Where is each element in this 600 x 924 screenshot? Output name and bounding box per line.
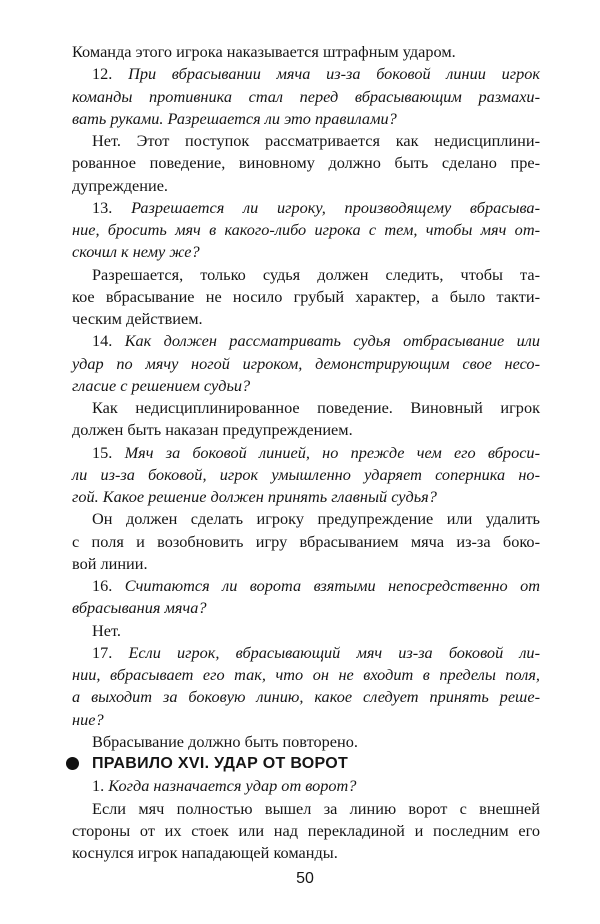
- text-line: [72, 775, 540, 797]
- text-line: [72, 486, 540, 508]
- text-line: [72, 642, 540, 664]
- line-text: гой. Какое решение должен принять главный судья?: [72, 487, 437, 506]
- line-text: Команда этого игрока наказывается штрафным ударом.: [72, 42, 456, 61]
- line-text: При вбрасывании мяча из-за боковой линии игрок: [128, 64, 540, 84]
- question-number: 16.: [92, 576, 113, 595]
- question-number: 13.: [92, 197, 113, 217]
- text-line: [72, 397, 540, 419]
- question-paragraph: [72, 575, 540, 620]
- line-text: должен быть наказан предупреждением.: [72, 420, 353, 440]
- line-text: Считаются ли ворота взятыми непосредственно от: [124, 576, 540, 595]
- line-text: скочил к нему же?: [72, 242, 200, 262]
- text-line: [72, 152, 540, 174]
- question-paragraph: [72, 642, 540, 731]
- line-text: Разрешается, только судья должен следить, чтобы та-: [92, 264, 540, 284]
- question-paragraph: [72, 442, 540, 509]
- answer-paragraph: [72, 264, 540, 331]
- line-text: Вбрасывание должно быть повторено.: [92, 731, 358, 751]
- bullet-icon: [66, 757, 79, 770]
- line-text: ПРАВИЛО XVI. УДАР ОТ ВОРОТ: [92, 755, 349, 772]
- line-text: Нет.: [92, 620, 121, 640]
- question-number: 17.: [92, 642, 113, 662]
- text-line: [72, 464, 540, 486]
- text-line: [72, 41, 540, 63]
- text-line: [72, 197, 540, 219]
- line-text: вбрасывания мяча?: [72, 598, 207, 618]
- text-line: [72, 575, 540, 597]
- text-line: [72, 753, 540, 775]
- text-line: [72, 353, 540, 375]
- line-text: с поля и возобновить игру вбрасыванием мяча из-за боко-: [72, 531, 540, 551]
- line-text: Как должен рассматривать судья отбрасывание или: [124, 331, 540, 351]
- question-paragraph: [72, 775, 540, 797]
- question-paragraph: [72, 63, 540, 130]
- line-text: Нет. Этот поступок рассматривается как недисциплини-: [92, 131, 540, 150]
- line-text: гласие с решением судьи?: [72, 375, 251, 395]
- line-text: рованное поведение, виновному должно быть сделано пре-: [72, 153, 540, 173]
- line-text: Разрешается ли игроку, производящему вбрасыва-: [131, 197, 540, 217]
- line-text: нии, вбрасывает его так, что он не входит в пределы поля,: [72, 665, 540, 684]
- line-text: вой линии.: [72, 553, 148, 573]
- text-line: [72, 419, 540, 441]
- question-paragraph: [72, 197, 540, 264]
- page-body: [72, 41, 540, 864]
- answer-paragraph: [72, 508, 540, 575]
- text-line: [72, 620, 540, 642]
- text-line: [72, 798, 540, 820]
- text-line: [72, 842, 540, 864]
- text-line: [72, 308, 540, 330]
- question-number: 12.: [92, 64, 113, 84]
- question-number: 15.: [92, 442, 113, 462]
- line-text: а выходит за боковую линию, какое следует принять реше-: [72, 687, 540, 707]
- text-line: [72, 375, 540, 397]
- text-line: [72, 219, 540, 241]
- text-line: [72, 531, 540, 553]
- answer-paragraph: [72, 798, 540, 865]
- question-number: 14.: [92, 331, 113, 351]
- text-line: [72, 63, 540, 85]
- section-heading: [72, 753, 540, 775]
- answer-paragraph: [72, 130, 540, 197]
- text-line: [72, 241, 540, 263]
- line-text: Мяч за боковой линией, но прежде чем его вброси-: [124, 442, 540, 462]
- line-text: кое вбрасывание не носило грубый характер, а было такти-: [72, 286, 540, 306]
- line-text: вать руками. Разрешается ли это правилами?: [72, 108, 397, 128]
- line-text: Как недисциплинированное поведение. Виновный игрок: [92, 398, 540, 417]
- text-line: [72, 686, 540, 708]
- text-line: [72, 820, 540, 842]
- line-text: ние, бросить мяч в какого-либо игрока с тем, чтобы мяч от-: [72, 220, 540, 239]
- text-line: [72, 731, 540, 753]
- question-number: 1.: [92, 776, 105, 796]
- text-line: [72, 664, 540, 686]
- line-text: ли из-за боковой, игрок умышленно ударяет соперника но-: [72, 464, 540, 484]
- line-text: Когда назначается удар от ворот?: [108, 776, 357, 796]
- text-line: [72, 264, 540, 286]
- text-line: [72, 442, 540, 464]
- text-line: [72, 709, 540, 731]
- line-text: удар по мячу ногой игроком, демонстрирующим свое несо-: [72, 353, 540, 373]
- text-line: [72, 286, 540, 308]
- line-text: дупреждение.: [72, 175, 168, 195]
- line-text: Если игрок, вбрасывающий мяч из-за боковой ли-: [128, 642, 540, 662]
- line-text: коснулся игрок нападающей команды.: [72, 843, 338, 862]
- text-line: [72, 86, 540, 108]
- line-text: стороны от их стоек или над перекладиной и последним его: [72, 820, 540, 840]
- line-text: команды противника стал перед вбрасывающим размахи-: [72, 86, 540, 106]
- question-paragraph: [72, 330, 540, 397]
- line-text: Если мяч полностью вышел за линию ворот с внешней: [92, 798, 540, 818]
- text-line: [72, 130, 540, 152]
- page-number: 50: [296, 870, 314, 887]
- text-line: [72, 597, 540, 619]
- text-line: [72, 330, 540, 352]
- text-line: [72, 508, 540, 530]
- answer-paragraph: [72, 620, 540, 642]
- text-line: [72, 108, 540, 130]
- line-text: Он должен сделать игроку предупреждение или удалить: [92, 509, 540, 529]
- answer-paragraph: [72, 41, 540, 63]
- text-line: [72, 553, 540, 575]
- answer-paragraph: [72, 397, 540, 442]
- line-text: ческим действием.: [72, 309, 203, 328]
- text-line: [72, 175, 540, 197]
- line-text: ние?: [72, 709, 104, 729]
- answer-paragraph: [72, 731, 540, 753]
